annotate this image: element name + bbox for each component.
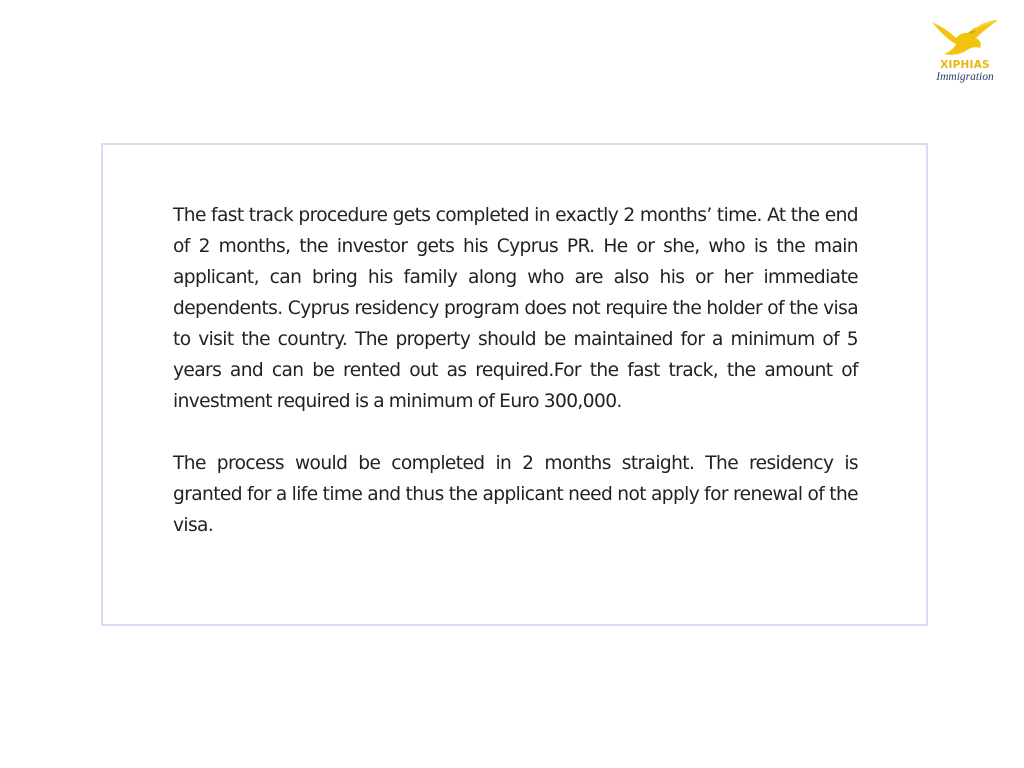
paragraph-process: The process would be completed in 2 months straight. The residency is granted for a life time and thus the applicant need not apply for renewal of the visa. — [173, 453, 858, 536]
company-logo — [926, 16, 1004, 88]
logo-subtitle-text: Immigration — [936, 71, 994, 83]
logo-brand-text: XIPHIAS — [940, 59, 990, 71]
content-text — [173, 200, 858, 541]
content-box — [101, 143, 928, 626]
paragraph-fast-track: The fast track procedure gets completed in exactly 2 months’ time. At the end of 2 months, the investor gets his Cyprus PR. He or she, who is the main applicant, can bring his family along who are also his or her immediate dependents. Cyprus residency program does not require the holder of the visa to visit the country. The property should be maintained for a minimum of 5 years and can be rented out as required.For the fast track, the amount of investment required is a minimum of Euro 300,000. — [173, 205, 858, 412]
bird-icon — [930, 18, 1000, 58]
